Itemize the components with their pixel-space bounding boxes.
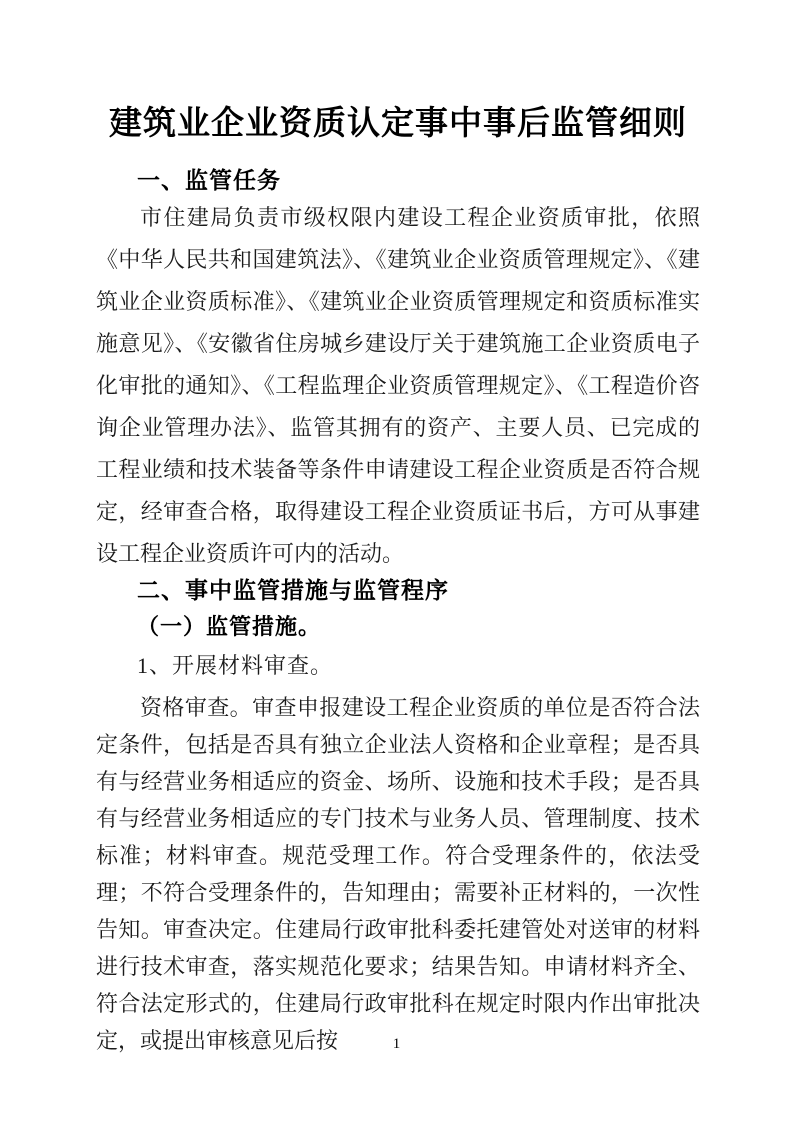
section-1-heading: 一、监管任务 [137,167,281,193]
section-1-paragraph: 市住建局负责市级权限内建设工程企业资质审批，依照《中华人民共和国建筑法》、《建筑业企业资质管理规定》、《建筑业企业资质标准》、《建筑业企业资质管理规定和资质标准实施意见》、《安徽省住房城乡建设厅关于建筑施工企业资质电子化审批的通知》、《工程监理企业资质管理规定》、《工程造价咨询企业管理办法》、监管其拥有的资产、主要人员、已完成的工程业绩和技术装备等条件申请建设工程企业资质是否符合规定，经审查合格，取得建设工程企业资质证书后，方可从事建设工程企业资质许可内的活动。 [96,205,700,566]
section-2-item-1: 1、开展材料审查。 [137,653,334,678]
page-number: 1 [392,1036,401,1052]
document-content [96,0,700,1059]
document-title: 建筑业企业资质认定事中事后监管细则 [109,106,687,142]
section-2-subheading: （一）监管措施。 [137,614,322,639]
section-2-heading: 二、事中监管措施与监管程序 [137,577,449,603]
section-2-paragraph: 资格审查。审查申报建设工程企业资质的单位是否符合法定条件，包括是否具有独立企业法人资格和企业章程；是否具有与经营业务相适应的资金、场所、设施和技术手段；是否具有与经营业务相适应的专门技术与业务人员、管理制度、技术标准；材料审查。规范受理工作。符合受理条件的，依法受理；不符合受理条件的，告知理由；需要补正材料的，一次性告知。审查决定。住建局行政审批科委托建管处对送审的材料进行技术审查，落实规范化要求；结果告知。申请材料齐全、符合法定形式的，住建局行政审批科在规定时限内作出审批决定，或提出审核意见后按 [96,695,700,1053]
